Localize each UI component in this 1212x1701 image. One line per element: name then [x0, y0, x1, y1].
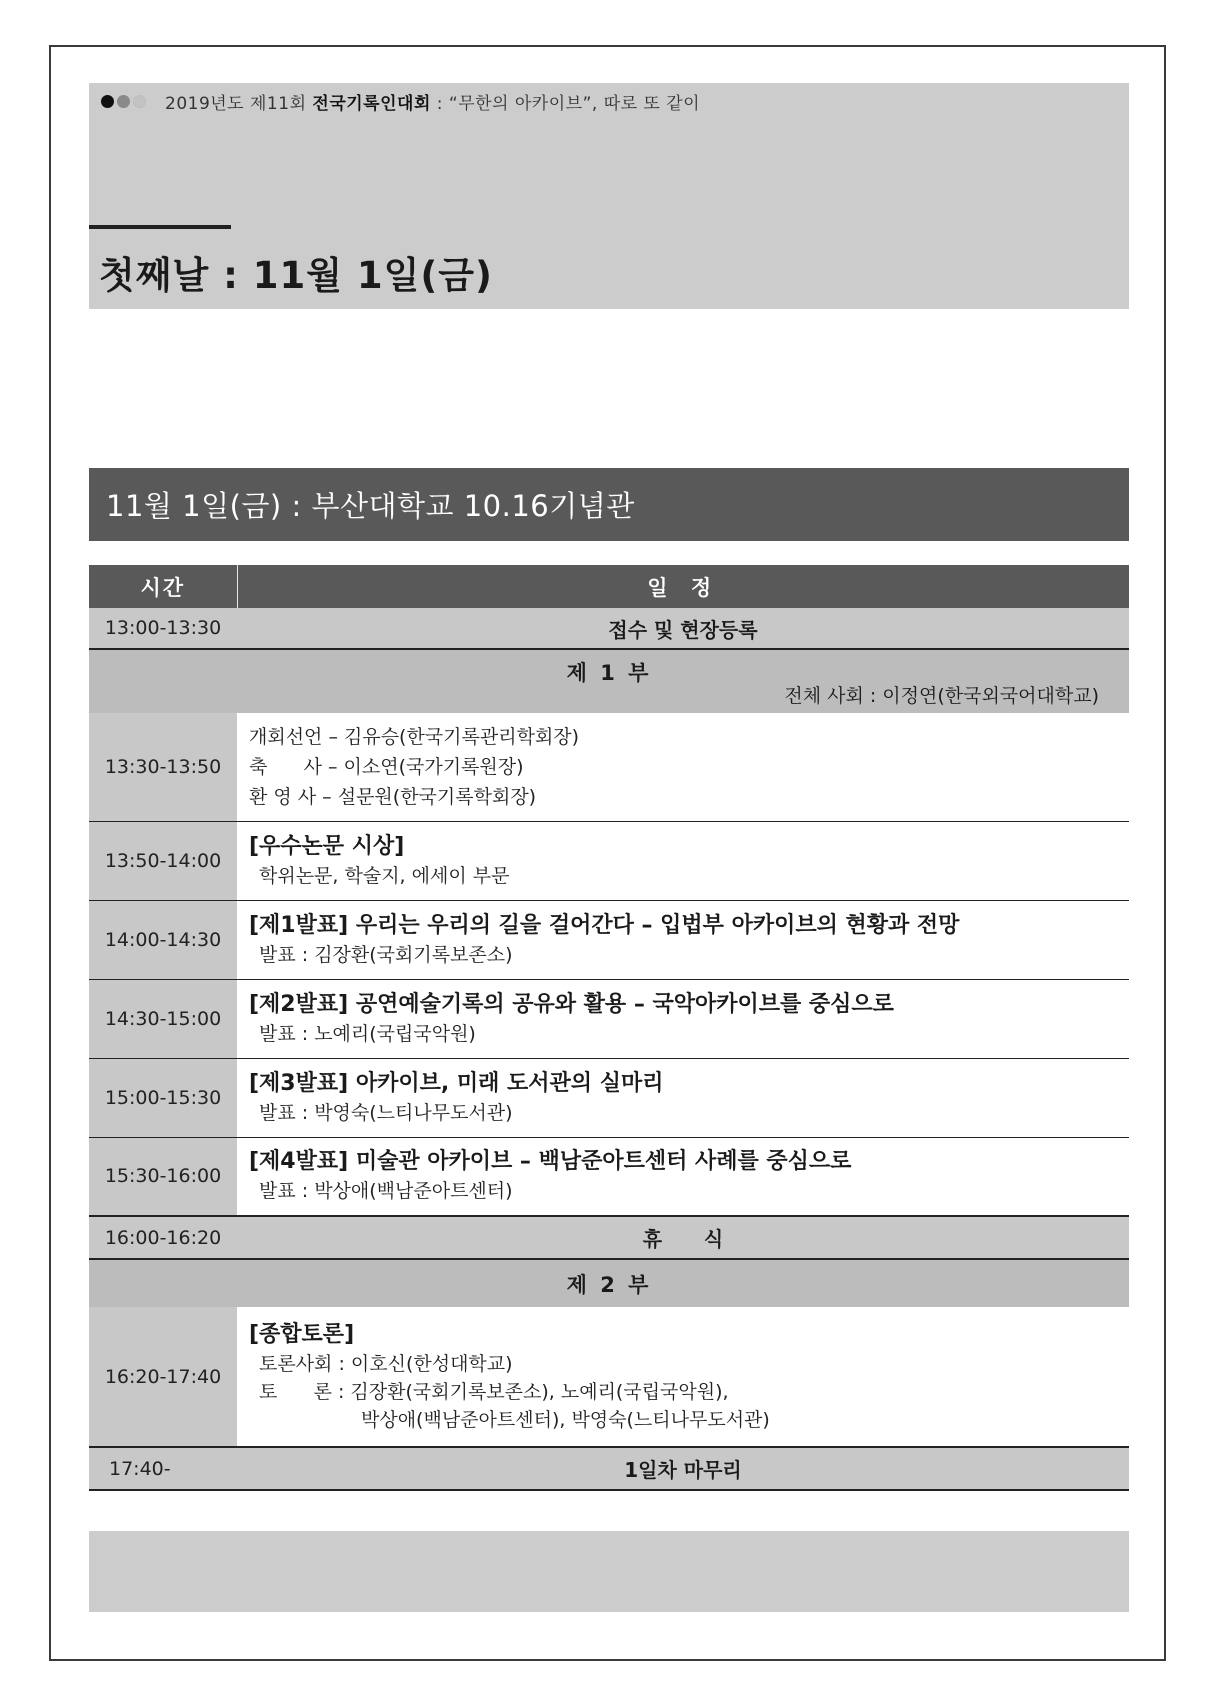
- table-row: [89, 1307, 1129, 1447]
- table-row: [89, 1137, 1129, 1216]
- time-cell: 17:40-: [89, 1447, 237, 1490]
- part-1-cell: [89, 649, 1129, 713]
- footer-band: [89, 1531, 1129, 1612]
- table-row: [89, 1058, 1129, 1137]
- session-cell: [237, 1137, 1129, 1216]
- time-cell: 15:30-16:00: [89, 1137, 237, 1216]
- session-title: [제3발표] 아카이브, 미래 도서관의 실마리: [249, 1070, 664, 1096]
- bullet-dot-icon: [133, 95, 146, 108]
- discussion-cell: [237, 1307, 1129, 1447]
- day-title: 첫째날 : 11월 1일(금): [99, 254, 493, 297]
- table-row: [89, 821, 1129, 900]
- session-cell: [237, 900, 1129, 979]
- registration-cell: 접수 및 현장등록: [237, 608, 1129, 649]
- discussion-title: [종합토론]: [249, 1321, 355, 1347]
- time-cell: 13:00-13:30: [89, 608, 237, 649]
- table-row: [89, 608, 1129, 649]
- time-cell: 16:00-16:20: [89, 1216, 237, 1259]
- session-subtitle: 학위논문, 학술지, 에세이 부문: [259, 864, 510, 887]
- running-header: [101, 89, 700, 114]
- part-host: 전체 사회 : 이정연(한국외국어대학교): [784, 685, 1099, 707]
- closing-cell: 1일차 마무리: [237, 1447, 1129, 1490]
- venue-bar: 11월 1일(금) : 부산대학교 10.16기념관: [89, 468, 1129, 541]
- ceremony-line: 개회선언 – 김유승(한국기록관리학회장): [249, 725, 580, 748]
- time-cell: 13:50-14:00: [89, 821, 237, 900]
- ceremony-line: 축 사 – 이소연(국가기록원장): [249, 755, 524, 778]
- session-presenter: 발표 : 박영숙(느티나무도서관): [259, 1101, 513, 1124]
- session-cell: [237, 821, 1129, 900]
- session-title: [제4발표] 미술관 아카이브 – 백남준아트센터 사례를 중심으로: [249, 1149, 852, 1175]
- part-title: 제 2 부: [566, 1272, 652, 1297]
- conference-title: 2019년도 제11회 전국기록인대회 : “무한의 아카이브”, 따로 또 같이: [165, 94, 701, 114]
- table-row: [89, 713, 1129, 821]
- time-cell: 15:00-15:30: [89, 1058, 237, 1137]
- session-cell: [237, 1058, 1129, 1137]
- bullet-dot-icon: [101, 95, 114, 108]
- discussion-panelists: 토 론 : 김장환(국회기록보존소), 노예리(국립국악원),: [259, 1380, 729, 1403]
- bullet-dot-icon: [117, 95, 130, 108]
- time-cell: 16:20-17:40: [89, 1307, 237, 1447]
- session-title: [제2발표] 공연예술기록의 공유와 활용 – 국악아카이브를 중심으로: [249, 991, 894, 1017]
- discussion-moderator: 토론사회 : 이호신(한성대학교): [259, 1352, 513, 1375]
- table-header: [89, 565, 1129, 608]
- schedule-table: [89, 565, 1129, 1491]
- table-row: [89, 900, 1129, 979]
- time-cell: 14:00-14:30: [89, 900, 237, 979]
- table-row: [89, 1216, 1129, 1259]
- part-title: 제 1 부: [566, 660, 652, 685]
- session-presenter: 발표 : 노예리(국립국악원): [259, 1022, 476, 1045]
- table-row: [89, 979, 1129, 1058]
- part-1-row: [89, 649, 1129, 713]
- time-cell: 13:30-13:50: [89, 713, 237, 821]
- session-cell: [237, 979, 1129, 1058]
- session-title: [우수논문 시상]: [249, 833, 405, 859]
- ceremony-line: 환 영 사 – 설문원(한국기록학회장): [249, 785, 537, 808]
- part-2-row: [89, 1259, 1129, 1307]
- time-column-header: 시간: [89, 565, 237, 608]
- page-header: [89, 83, 1129, 309]
- session-presenter: 발표 : 박상애(백남준아트센터): [259, 1180, 513, 1203]
- session-presenter: 발표 : 김장환(국회기록보존소): [259, 943, 513, 966]
- session-title: [제1발표] 우리는 우리의 길을 걸어간다 – 입법부 아카이브의 현황과 전망: [249, 912, 960, 938]
- table-row: [89, 1447, 1129, 1490]
- discussion-panelists-cont: 박상애(백남준아트센터), 박영숙(느티나무도서관): [361, 1408, 770, 1431]
- title-rule: [89, 225, 231, 229]
- part-2-cell: [89, 1259, 1129, 1307]
- ceremony-cell: [237, 713, 1129, 821]
- break-cell: 휴 식: [237, 1216, 1129, 1259]
- time-cell: 14:30-15:00: [89, 979, 237, 1058]
- schedule-column-header: 일 정: [237, 565, 1129, 608]
